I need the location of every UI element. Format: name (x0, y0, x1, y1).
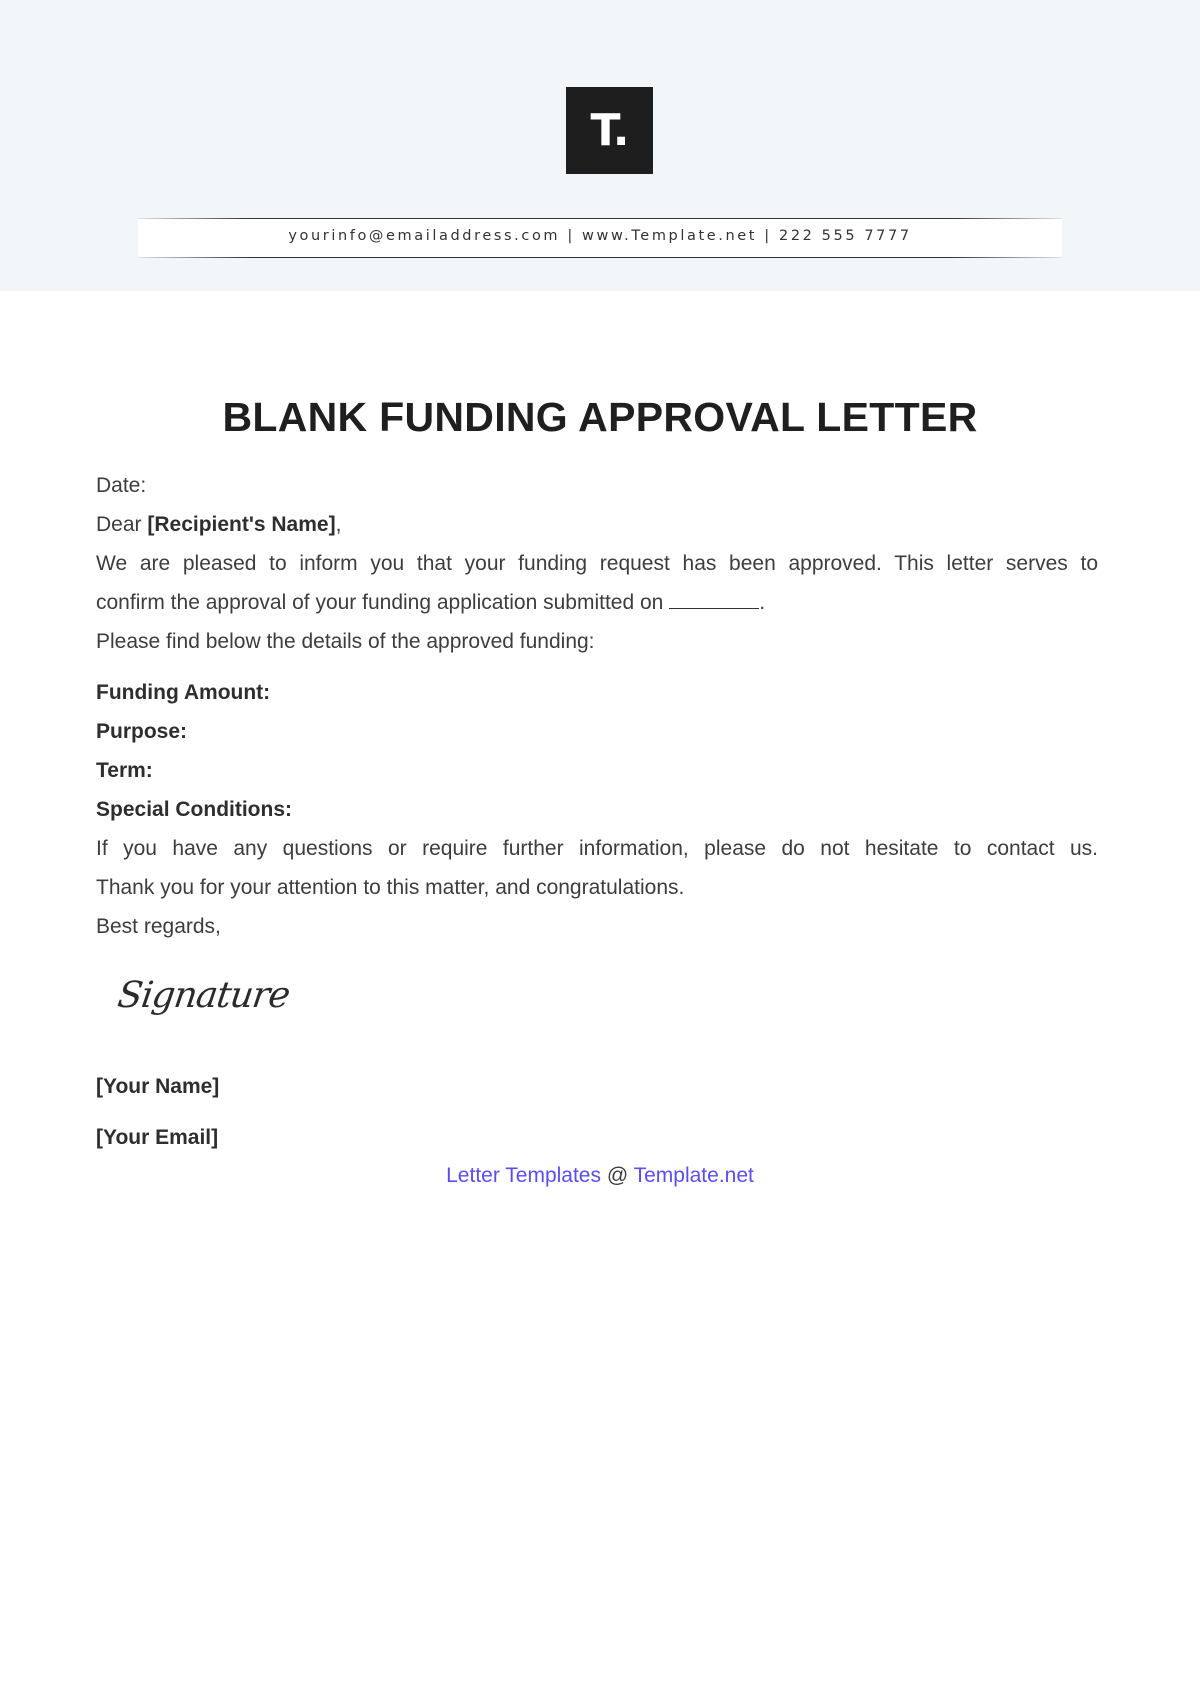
your-email: [Your Email] (96, 1126, 219, 1149)
footer-links (0, 1164, 1200, 1188)
paragraph-line: We are pleased to inform you that your funding request has been approved. This letter serves to (96, 552, 1098, 575)
sign-off: Best regards, (96, 915, 221, 938)
salutation (96, 511, 341, 539)
template-net-link[interactable]: Template.net (633, 1164, 754, 1187)
paragraph-text: confirm the approval of your funding application submitted on (96, 591, 664, 614)
field-special-conditions: Special Conditions: (96, 798, 293, 821)
page-title: BLANK FUNDING APPROVAL LETTER (222, 394, 978, 440)
field-funding-amount: Funding Amount: (96, 681, 271, 704)
recipient-name: [Recipient's Name] (147, 513, 336, 536)
blank-field (669, 590, 759, 609)
letter-templates-link[interactable]: Letter Templates (446, 1164, 601, 1187)
footer-separator: @ (601, 1164, 634, 1187)
divider (138, 257, 1062, 258)
salutation-suffix: , (335, 513, 342, 536)
your-name: [Your Name] (96, 1075, 220, 1098)
header-band (0, 0, 1200, 291)
closing-line: Thank you for your attention to this matter, and congratulations. (96, 876, 685, 899)
field-term: Term: (96, 759, 153, 782)
closing-line: If you have any questions or require further information, please do not hesitate to contact us. (96, 837, 1098, 860)
logo: T. (566, 87, 653, 174)
field-purpose: Purpose: (96, 720, 188, 743)
signature: Signature (115, 975, 292, 1016)
paragraph-end: . (759, 591, 766, 614)
date-label: Date: (96, 474, 147, 497)
paragraph-line (96, 589, 765, 617)
divider (138, 218, 1062, 219)
details-intro: Please find below the details of the approved funding: (96, 630, 595, 653)
contact-strip (138, 218, 1062, 258)
salutation-prefix: Dear (96, 513, 148, 536)
contact-info: yourinfo@emailaddress.com | www.Template.net | 222 555 7777 (288, 228, 912, 244)
